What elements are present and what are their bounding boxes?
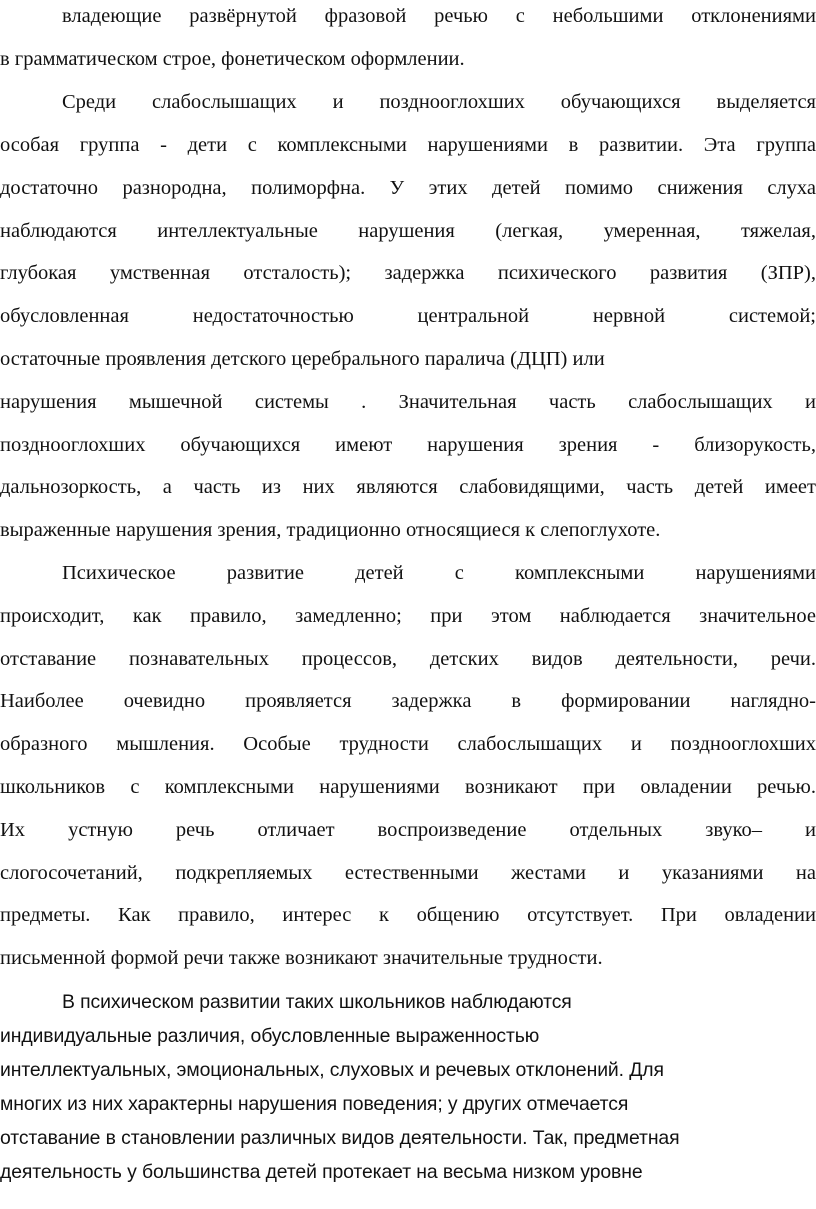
text-line: В психическом развитии таких школьников наблюдаются bbox=[62, 991, 572, 1013]
text-line: Наиболее очевидно проявляется задержка в формировании наглядно- bbox=[0, 690, 816, 712]
text-line: образного мышления. Особые трудности слабослышащих и позднооглохших bbox=[0, 733, 816, 755]
text-line: происходит, как правило, замедленно; при этом наблюдается значительное bbox=[0, 605, 816, 627]
text-line: владеющие развёрнутой фразовой речью с небольшими отклонениями bbox=[62, 5, 816, 27]
text-line: отставание познавательных процессов, детских видов деятельности, речи. bbox=[0, 648, 816, 670]
text-line: интеллектуальных, эмоциональных, слуховых и речевых отклонений. Для bbox=[0, 1059, 664, 1081]
text-line: в грамматическом строе, фонетическом оформлении. bbox=[0, 48, 465, 70]
text-line: выраженные нарушения зрения, традиционно относящиеся к слепоглухоте. bbox=[0, 519, 661, 541]
text-line: индивидуальные различия, обусловленные выраженностью bbox=[0, 1025, 540, 1047]
text-line: предметы. Как правило, интерес к общению отсутствует. При овладении bbox=[0, 904, 816, 926]
text-line: Психическое развитие детей с комплексными нарушениями bbox=[62, 562, 816, 584]
text-line: особая группа - дети с комплексными нарушениями в развитии. Эта группа bbox=[0, 134, 816, 156]
text-line: Их устную речь отличает воспроизведение отдельных звуко– и bbox=[0, 819, 816, 841]
text-line: остаточные проявления детского церебрального паралича (ДЦП) или bbox=[0, 348, 605, 370]
text-line: деятельность у большинства детей протекает на весьма низком уровне bbox=[0, 1161, 643, 1183]
text-line: нарушения мышечной системы . Значительная часть слабослышащих и bbox=[0, 391, 816, 413]
text-line: глубокая умственная отсталость); задержка психического развития (ЗПР), bbox=[0, 262, 816, 284]
text-line: многих из них характерны нарушения поведения; у других отмечается bbox=[0, 1093, 629, 1115]
text-line: отставание в становлении различных видов деятельности. Так, предметная bbox=[0, 1127, 680, 1149]
text-line: обусловленная недостаточностью центральной нервной системой; bbox=[0, 305, 816, 327]
text-line: письменной формой речи также возникают значительные трудности. bbox=[0, 947, 603, 969]
text-line: слогосочетаний, подкрепляемых естественными жестами и указаниями на bbox=[0, 862, 816, 884]
text-line: школьников с комплексными нарушениями возникают при овладении речью. bbox=[0, 776, 816, 798]
text-line: наблюдаются интеллектуальные нарушения (легкая, умеренная, тяжелая, bbox=[0, 220, 816, 242]
text-line: дальнозоркость, а часть из них являются слабовидящими, часть детей имеет bbox=[0, 476, 816, 498]
text-line: позднооглохших обучающихся имеют нарушения зрения - близорукость, bbox=[0, 434, 816, 456]
text-line: Среди слабослышащих и позднооглохших обучающихся выделяется bbox=[62, 91, 816, 113]
text-line: достаточно разнородна, полиморфна. У этих детей помимо снижения слуха bbox=[0, 177, 816, 199]
